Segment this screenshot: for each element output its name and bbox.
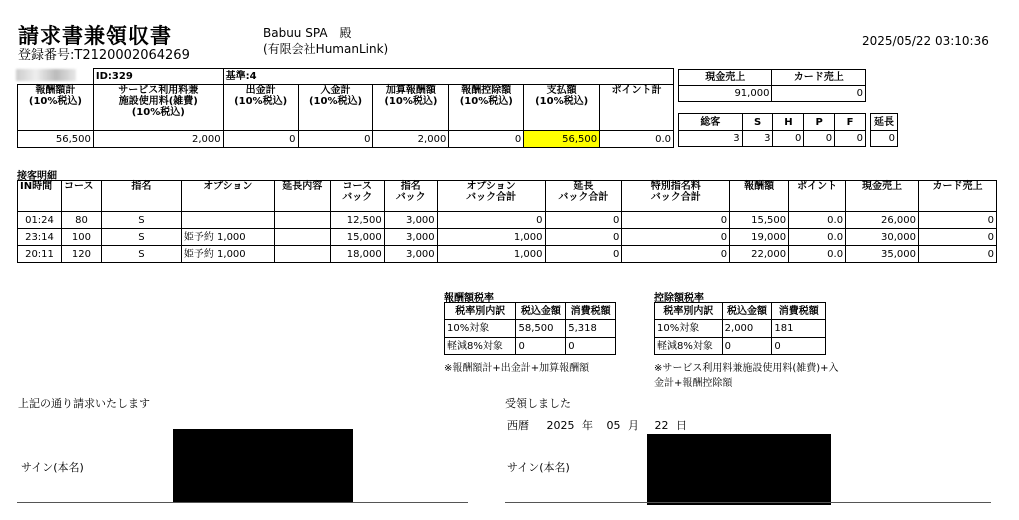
detail-cell xyxy=(181,212,274,229)
summary-header: ポイント計 xyxy=(600,85,674,131)
detail-header: 特別指名料 バック合計 xyxy=(622,181,730,212)
detail-header: 延長 バック合計 xyxy=(545,181,622,212)
reward-tax-title: 報酬額税率 xyxy=(444,293,494,304)
id-label: ID:329 xyxy=(93,69,223,85)
detail-cell: 0 xyxy=(437,212,545,229)
detail-cell: 0 xyxy=(919,246,997,263)
reward-tax-table xyxy=(444,302,616,355)
redacted-signature xyxy=(173,429,353,503)
detail-cell: 100 xyxy=(61,229,101,246)
detail-cell: 120 xyxy=(61,246,101,263)
registration-number: 登録番号:T2120002064269 xyxy=(18,48,190,63)
cust-header: F xyxy=(835,114,866,131)
tax-header: 税込金額 xyxy=(722,303,772,320)
detail-header: 指名 xyxy=(101,181,181,212)
cust-header: S xyxy=(742,114,773,131)
tax-header: 消費税額 xyxy=(772,303,826,320)
sales-table xyxy=(678,69,866,102)
year-unit: 年 xyxy=(582,419,593,432)
detail-cell: 01:24 xyxy=(18,212,62,229)
summary-value: 2,000 xyxy=(373,131,449,148)
reward-tax-note: ※報酬額計+出金計+加算報酬額 xyxy=(444,363,590,374)
signature-label-receiver: サイン(本名) xyxy=(507,461,570,474)
cust-value: 3 xyxy=(742,131,773,147)
detail-header: オプション xyxy=(181,181,274,212)
era-label: 西暦 xyxy=(507,419,529,432)
detail-cell: S xyxy=(101,246,181,263)
signature-line-receiver xyxy=(505,502,991,503)
summary-header: 出金計 (10%税込) xyxy=(223,85,298,131)
card-sales-label: カード売上 xyxy=(772,70,866,86)
detail-cell: 19,000 xyxy=(730,229,789,246)
detail-cell xyxy=(274,212,330,229)
customer-count-table xyxy=(678,113,866,147)
tax-cell: 2,000 xyxy=(722,320,772,338)
detail-cell: 3,000 xyxy=(384,212,437,229)
detail-header: IN時間 xyxy=(18,181,62,212)
detail-cell: 15,000 xyxy=(330,229,384,246)
signature-line xyxy=(17,502,468,503)
tax-cell: 10%対象 xyxy=(445,320,516,338)
summary-value: 0 xyxy=(449,131,524,148)
detail-header: コース バック xyxy=(330,181,384,212)
detail-cell: 0 xyxy=(545,212,622,229)
deduction-tax-table xyxy=(654,302,826,355)
detail-cell: 18,000 xyxy=(330,246,384,263)
detail-cell: 12,500 xyxy=(330,212,384,229)
detail-cell: 0 xyxy=(919,212,997,229)
cust-value: 0 xyxy=(804,131,835,147)
month-value: 05 xyxy=(606,419,621,432)
detail-cell: 20:11 xyxy=(18,246,62,263)
detail-cell: S xyxy=(101,212,181,229)
tax-cell: 5,318 xyxy=(566,320,616,338)
table-row xyxy=(18,246,997,263)
card-sales-value: 0 xyxy=(772,86,866,102)
customer-name: Babuu SPA 殿 xyxy=(263,26,352,40)
summary-value: 0 xyxy=(298,131,373,148)
detail-cell: 3,000 xyxy=(384,246,437,263)
summary-header: 加算報酬額 (10%税込) xyxy=(373,85,449,131)
cust-value: 0 xyxy=(773,131,804,147)
summary-header: 報酬控除額 (10%税込) xyxy=(449,85,524,131)
detail-cell: 姫予約 1,000 xyxy=(181,229,274,246)
summary-header: サービス利用料兼 施設使用料(雑費) (10%税込) xyxy=(93,85,223,131)
detail-header: 現金売上 xyxy=(846,181,919,212)
summary-table xyxy=(17,68,674,148)
extension-label: 延長 xyxy=(871,114,898,131)
detail-cell: 22,000 xyxy=(730,246,789,263)
extension-value: 0 xyxy=(871,131,898,147)
deduction-tax-note-cont: 金計+報酬控除額 xyxy=(654,378,733,389)
cash-sales-value: 91,000 xyxy=(679,86,772,102)
detail-cell: 0 xyxy=(919,229,997,246)
deduction-tax-note: ※サービス利用料兼施設使用料(雑費)+入 xyxy=(654,363,839,374)
cust-value: 3 xyxy=(679,131,743,147)
summary-value: 2,000 xyxy=(93,131,223,148)
tax-cell: 0 xyxy=(516,338,566,355)
detail-header: 延長内容 xyxy=(274,181,330,212)
detail-cell: 姫予約 1,000 xyxy=(181,246,274,263)
detail-header: カード売上 xyxy=(919,181,997,212)
detail-cell: 1,000 xyxy=(437,246,545,263)
customer-company: (有限会社HumanLink) xyxy=(263,42,389,56)
detail-table xyxy=(17,180,997,263)
table-row xyxy=(18,229,997,246)
detail-header: コース xyxy=(61,181,101,212)
detail-cell: 30,000 xyxy=(846,229,919,246)
tax-header: 消費税額 xyxy=(566,303,616,320)
detail-cell: 0.0 xyxy=(789,246,846,263)
tax-cell: 軽減8%対象 xyxy=(445,338,516,355)
detail-cell: 35,000 xyxy=(846,246,919,263)
cust-header: P xyxy=(804,114,835,131)
table-row xyxy=(18,212,997,229)
summary-value: 0.0 xyxy=(600,131,674,148)
summary-header: 支払額 (10%税込) xyxy=(524,85,600,131)
detail-cell: 0 xyxy=(545,229,622,246)
summary-header: 報酬額計 (10%税込) xyxy=(18,85,94,131)
detail-cell: 26,000 xyxy=(846,212,919,229)
day-value: 22 xyxy=(654,419,669,432)
detail-cell: 0 xyxy=(622,246,730,263)
detail-cell: S xyxy=(101,229,181,246)
payment-amount: 56,500 xyxy=(524,131,600,148)
tax-cell: 0 xyxy=(566,338,616,355)
detail-cell: 0.0 xyxy=(789,212,846,229)
detail-section-label: 接客明細 xyxy=(17,171,57,182)
summary-value: 56,500 xyxy=(18,131,94,148)
detail-cell: 0 xyxy=(545,246,622,263)
detail-header: ポイント xyxy=(789,181,846,212)
cust-header: H xyxy=(773,114,804,131)
cust-value: 0 xyxy=(835,131,866,147)
tax-header: 税込金額 xyxy=(516,303,566,320)
tax-header: 税率別内訳 xyxy=(445,303,516,320)
deduction-tax-title: 控除額税率 xyxy=(654,293,704,304)
cust-header: 総客 xyxy=(679,114,743,131)
detail-cell: 1,000 xyxy=(437,229,545,246)
issue-datetime: 2025/05/22 03:10:36 xyxy=(862,34,989,48)
summary-header: 入金計 (10%税込) xyxy=(298,85,373,131)
detail-cell: 0.0 xyxy=(789,229,846,246)
detail-cell xyxy=(274,229,330,246)
extension-table xyxy=(870,113,898,147)
detail-header: オプション バック合計 xyxy=(437,181,545,212)
basis-label: 基準:4 xyxy=(223,69,673,85)
tax-cell: 0 xyxy=(722,338,772,355)
detail-header: 報酬額 xyxy=(730,181,789,212)
receipt-date xyxy=(507,417,687,433)
tax-cell: 58,500 xyxy=(516,320,566,338)
received-label: 受領しました xyxy=(505,397,571,410)
cash-sales-label: 現金売上 xyxy=(679,70,772,86)
detail-cell: 23:14 xyxy=(18,229,62,246)
detail-cell: 0 xyxy=(622,212,730,229)
document-title: 請求書兼領収書 xyxy=(18,24,172,48)
tax-header: 税率別内訳 xyxy=(655,303,723,320)
month-unit: 月 xyxy=(628,419,639,432)
detail-cell: 3,000 xyxy=(384,229,437,246)
summary-value: 0 xyxy=(223,131,298,148)
detail-header: 指名 バック xyxy=(384,181,437,212)
detail-cell: 0 xyxy=(622,229,730,246)
detail-cell: 80 xyxy=(61,212,101,229)
detail-cell xyxy=(274,246,330,263)
signature-label: サイン(本名) xyxy=(21,461,84,474)
day-unit: 日 xyxy=(676,419,687,432)
detail-cell: 15,500 xyxy=(730,212,789,229)
billing-statement: 上記の通り請求いたします xyxy=(18,397,150,410)
tax-cell: 181 xyxy=(772,320,826,338)
tax-cell: 軽減8%対象 xyxy=(655,338,723,355)
year-value: 2025 xyxy=(546,419,575,432)
redacted-signature-receiver xyxy=(647,434,831,505)
tax-cell: 10%対象 xyxy=(655,320,723,338)
tax-cell: 0 xyxy=(772,338,826,355)
